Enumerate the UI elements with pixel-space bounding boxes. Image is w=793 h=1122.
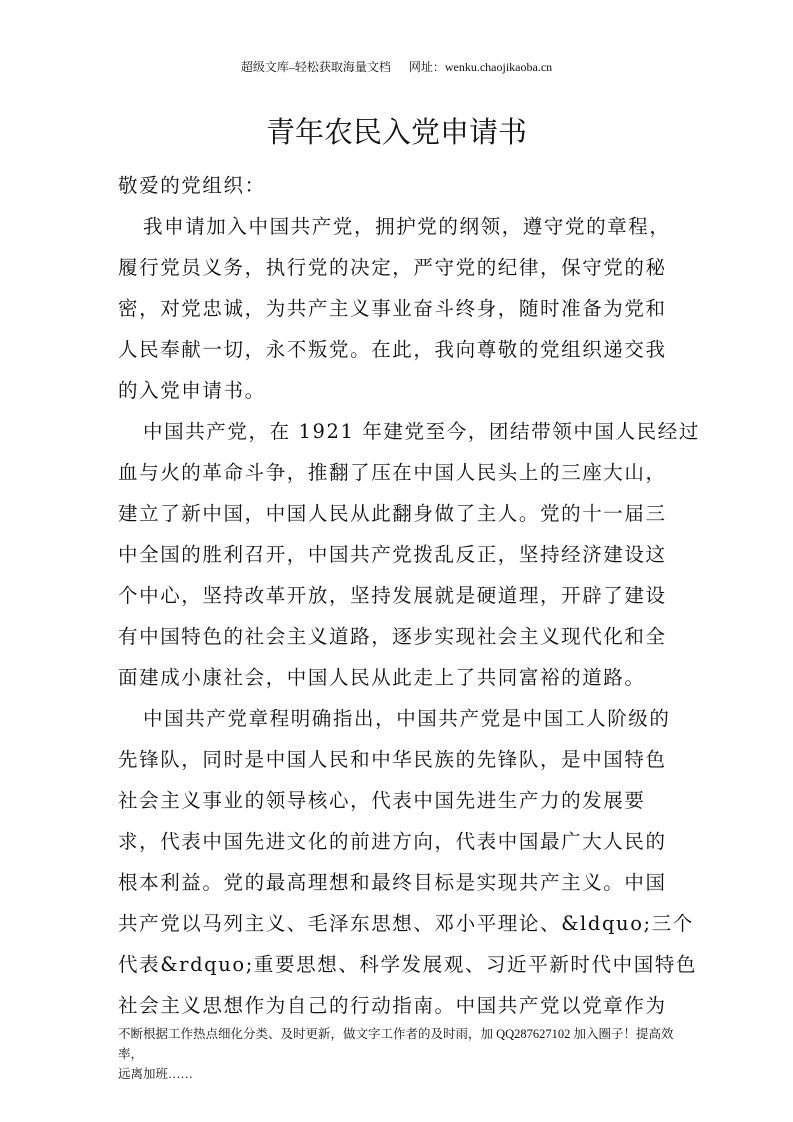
page-footer: [118, 1024, 678, 1084]
text-line: 履行党员义务，执行党的决定，严守党的纪律，保守党的秘: [118, 256, 667, 279]
text-line: 共产党以马列主义、毛泽东思想、邓小平理论、&ldquo;三个: [118, 912, 694, 935]
text-line: 有中国特色的社会主义道路，逐步实现社会主义现代化和全: [118, 625, 667, 648]
footer-line: 远离加班……: [118, 1067, 194, 1081]
document-title: 青年农民入党申请书: [265, 115, 527, 149]
text-line: 中国共产党，在 1921 年建党至今，团结带领中国人民经过: [143, 420, 700, 443]
site-name: 超级文库–轻松获取海量文档: [240, 60, 391, 74]
text-line: 人民奉献一切，永不叛党。在此，我向尊敬的党组织递交我: [118, 338, 667, 361]
footer-line: 不断根据工作热点细化分类、及时更新，做文字工作者的及时雨，加 QQ287627102 加入圈子！提高效率，: [118, 1027, 674, 1061]
text-line: 敬爱的党组织：: [118, 174, 266, 197]
text-line: 中国共产党章程明确指出，中国共产党是中国工人阶级的: [143, 707, 671, 730]
text-line: 中全国的胜利召开，中国共产党拨乱反正，坚持经济建设这: [118, 543, 667, 566]
text-line: 密，对党忠诚，为共产主义事业奋斗终身，随时准备为党和: [118, 297, 667, 320]
text-line: 根本利益。党的最高理想和最终目标是实现共产主义。中国: [118, 871, 667, 894]
text-line: 个中心，坚持改革开放，坚持发展就是硬道理，开辟了建设: [118, 584, 667, 607]
text-line: 社会主义事业的领导核心，代表中国先进生产力的发展要: [118, 789, 646, 812]
text-line: 的入党申请书。: [118, 379, 266, 402]
text-line: 我申请加入中国共产党，拥护党的纲领，遵守党的章程，: [143, 215, 671, 238]
text-line: 血与火的革命斗争，推翻了压在中国人民头上的三座大山，: [118, 461, 667, 484]
site-url: 网址：wenku.chaojikaoba.cn: [408, 60, 553, 74]
page-header: [0, 58, 793, 75]
text-line: 建立了新中国，中国人民从此翻身做了主人。党的十一届三: [118, 502, 667, 525]
text-line: 面建成小康社会，中国人民从此走上了共同富裕的道路。: [118, 666, 646, 689]
text-line: 代表&rdquo;重要思想、科学发展观、习近平新时代中国特色: [118, 953, 698, 976]
text-line: 先锋队，同时是中国人民和中华民族的先锋队，是中国特色: [118, 748, 667, 771]
document-body: [118, 165, 700, 1026]
text-line: 求，代表中国先进文化的前进方向，代表中国最广大人民的: [118, 830, 667, 853]
text-line: 社会主义思想作为自己的行动指南。中国共产党以党章作为: [118, 994, 667, 1017]
